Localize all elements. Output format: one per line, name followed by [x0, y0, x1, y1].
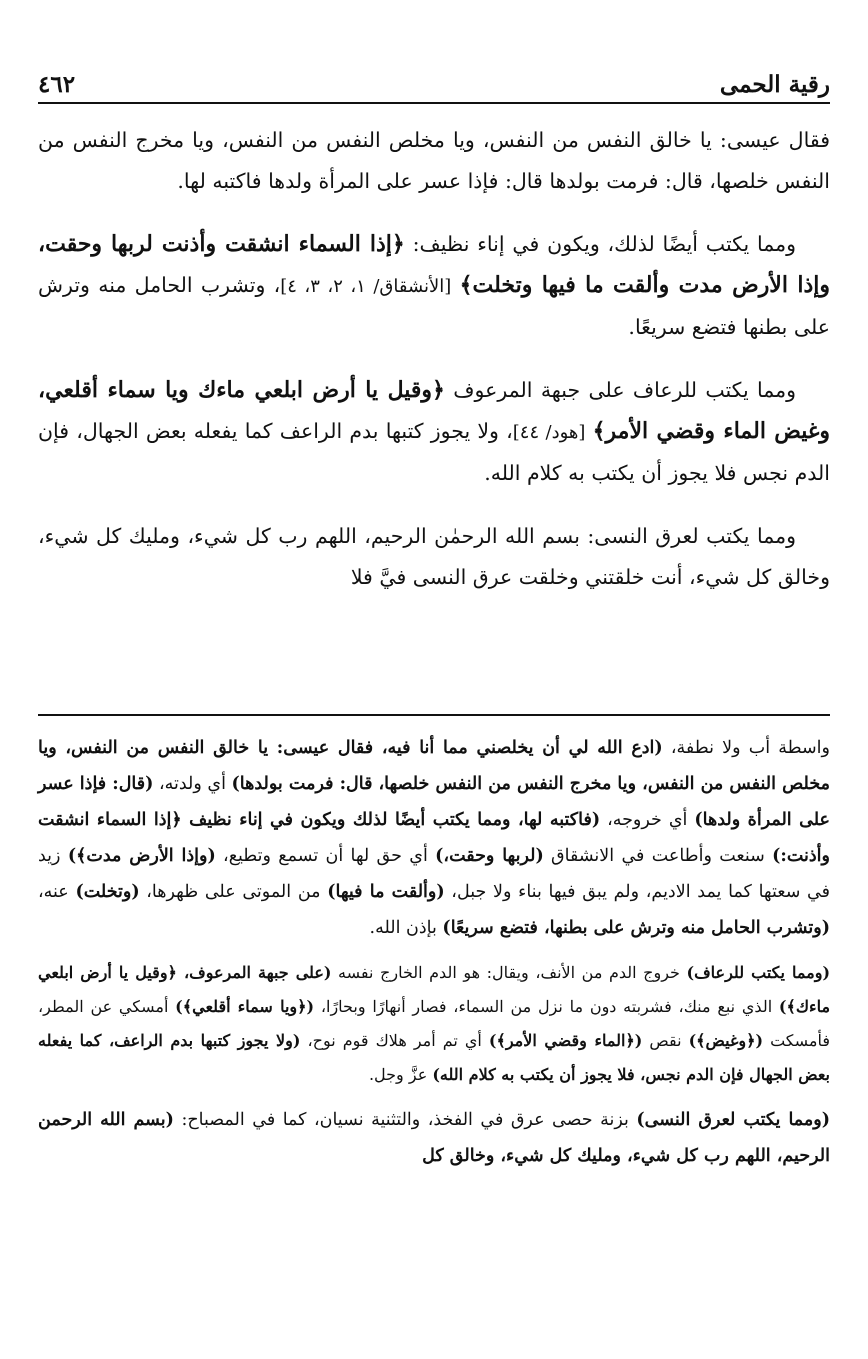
footnote-2-segment: (﴿ويا سماء أقلعي﴾) — [175, 997, 315, 1016]
footnote-1-segment: أي حق لها أن تسمع وتطيع، — [215, 846, 436, 866]
paragraph-3-intro: ومما يكتب للرعاف على جبهة المرعوف — [453, 378, 796, 402]
footnote-3-segment: بزنة حصى عرق في الفخذ، والتثنية نسيان، كما في المصباح: — [173, 1110, 637, 1130]
footnote-1-segment: (وتخلت) — [75, 882, 140, 902]
footnote-1-segment: (وتشرب الحامل منه وترش على بطنها، فتضع سريعًا) — [442, 918, 830, 938]
paragraph-1: فقال عيسى: يا خالق النفس من النفس، ويا مخلص النفس من النفس، ويا مخرج النفس من النفس خلصها، قال: فرمت بولدها قال: فإذا عسر على المرأة ولدها فاكتبه لها. — [38, 128, 830, 193]
page-number: ٤٦٢ — [38, 71, 76, 98]
footnote-1-segment: (ادع الله لي أن يخلصني مما أنا فيه، فقال عيسى: يا خالق النفس من النفس، ويا مخلص النفس من النفس، ويا مخرج النفس من النفس خلصها، قال: فرمت بولدها) — [38, 738, 830, 794]
main-text — [38, 120, 830, 598]
footnote-2-segment: (على جبهة المرعوف، ﴿وقيل يا أرض ابلعي ماءك﴾) — [38, 963, 831, 1016]
page-header — [38, 58, 830, 104]
paragraph-3-tail: ، ولا يجوز كتبها بدم الراعف كما يفعله بعض الجهال، فإن الدم نجس فلا يجوز أن يكتب به كلام الله. — [38, 419, 830, 485]
footnote-1-segment: (فاكتبه لها، ومما يكتب أيضًا لذلك ويكون في إناء نظيف ﴿إذا السماء انشقت وأذنت:) — [38, 810, 830, 866]
paragraph-2-tail: ، وتشرب الحامل منه وترش على بطنها فتضع سريعًا. — [38, 273, 830, 339]
paragraph-2 — [38, 224, 830, 348]
footnotes — [38, 730, 830, 1184]
footnote-2-segment: الذي نبع منك، فشربته دون ما نزل من السماء، فصار أنهارًا وبحارًا، — [314, 997, 779, 1016]
footnote-divider — [38, 714, 830, 716]
footnote-1-segment: سنعت وأطاعت في الانشقاق — [543, 846, 773, 866]
verse-reference-inshiqaq: [الأنشقاق/ ١، ٢، ٣، ٤] — [280, 276, 452, 297]
footnote-2-segment: أمسكي عن المطر، فأمسكت — [38, 997, 830, 1050]
footnote-3 — [38, 1102, 830, 1174]
footnote-2-segment: خروج الدم من الأنف، ويقال: هو الدم الخارج نفسه — [331, 963, 687, 982]
footnote-3-segment: (بسم الله الرحمن الرحيم، اللهم رب كل شيء، ومليك كل شيء، وخالق كل — [38, 1110, 830, 1166]
footnote-1-segment: بإذن الله. — [369, 918, 443, 938]
footnote-2 — [38, 956, 830, 1092]
footnote-2-segment: نقص — [642, 1031, 689, 1050]
footnote-2-segment: (﴿الماء وقضي الأمر﴾) — [488, 1031, 643, 1050]
chapter-title: رقية الحمى — [719, 71, 830, 98]
footnote-2-segment: (ولا يجوز كتبها بدم الراعف، كما يفعله بعض الجهال فإن الدم نجس، فلا يجوز أن يكتب به كلام الله) — [38, 1031, 830, 1084]
paragraph-3 — [38, 370, 830, 494]
footnote-1-segment: أي ولدته، — [153, 774, 232, 794]
footnote-1-segment: من الموتى على ظهرها، — [139, 882, 328, 902]
footnote-2-segment: أي تم أمر هلاك قوم نوح، — [300, 1031, 489, 1050]
footnote-1-segment: واسطة أب ولا نطفة، — [662, 738, 830, 758]
paragraph-2-intro: ومما يكتب أيضًا لذلك، ويكون في إناء نظيف: — [412, 232, 796, 256]
footnote-2-segment: (﴿وغيض﴾) — [688, 1031, 764, 1050]
paragraph-4: ومما يكتب لعرق النسى: بسم الله الرحمٰن الرحيم، اللهم رب كل شيء، ومليك كل شيء، وخالق كل شيء، أنت خلقتني وخلقت عرق النسى فيَّ فلا — [38, 524, 830, 589]
verse-reference-hud: [هود/ ٤٤] — [512, 422, 586, 443]
footnote-1-segment: (وألقت ما فيها) — [327, 882, 445, 902]
footnote-1-segment: أي خروجه، — [600, 810, 695, 830]
footnote-1 — [38, 730, 830, 946]
footnote-2-segment: عزَّ وجل. — [368, 1065, 433, 1084]
footnote-1-segment: (قال: فإذا عسر على المرأة ولدها) — [38, 774, 830, 830]
footnote-1-segment: عنه، — [38, 882, 76, 902]
footnote-1-segment: (وإذا الأرض مدت﴾) — [67, 846, 216, 866]
quran-verse-inshiqaq: ﴿إذا السماء انشقت وأذنت لربها وحقت، وإذا الأرض مدت وألقت ما فيها وتخلت﴾ — [38, 231, 831, 298]
footnote-1-segment: زيد في سعتها كما يمد الاديم، ولم يبق فيها بناء ولا جبل، — [38, 846, 830, 902]
footnote-2-segment: (ومما يكتب للرعاف) — [686, 963, 831, 982]
footnote-1-segment: (لربها وحقت،) — [435, 846, 544, 866]
quran-verse-hud: ﴿وقيل يا أرض ابلعي ماءك ويا سماء أقلعي، وغيض الماء وقضي الأمر﴾ — [38, 377, 830, 444]
footnote-3-segment: (ومما يكتب لعرق النسى) — [636, 1110, 830, 1130]
